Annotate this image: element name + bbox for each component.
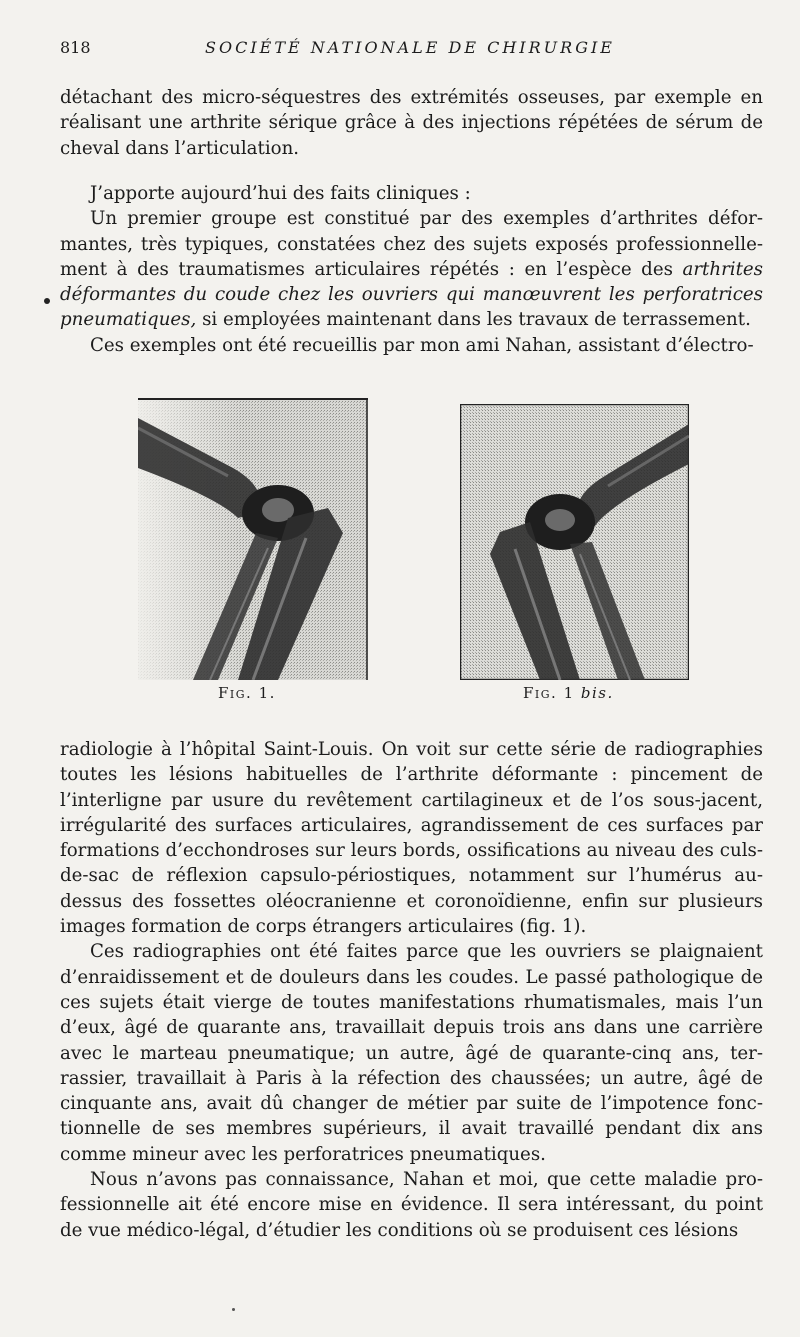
paragraph-text: Un premier groupe est constitué par des exemples d’arthrites déformantes, très typiques, constatées chez des sujets exposés professionnellement à des traumatismes articulaires répétés : en l’espèce des [60, 208, 763, 280]
paragraph: détachant des micro-séquestres des extrémités osseuses, par exemple en réalisant une arthrite sérique grâce à des injections répétées de sérum de cheval dans l’articulation. [60, 87, 763, 159]
figure-1-radiograph [138, 398, 368, 680]
emphasized-text: arthrites déformantes du coude chez les ouvriers qui manœuvrent les perforatrices pneumatiques, [60, 258, 763, 331]
figure-1-bis-caption [523, 684, 614, 702]
running-title: SOCIÉTÉ NATIONALE DE CHIRURGIE [205, 38, 615, 57]
text-block-top [60, 85, 763, 161]
figure-1-bis-radiograph [460, 404, 689, 680]
radiograph-elbow-icon [460, 404, 689, 680]
paragraph-text: si employées maintenant dans les travaux de terrassement. [196, 309, 751, 331]
print-speck [232, 1308, 235, 1311]
paragraph: radiologie à l’hôpital Saint-Louis. On voit sur cette série de radiographies toutes les lésions habituelles de l’arthrite déformante : pincement de l’interligne par usure du revêtement cartilagineux et de l’os sous-jacent, irrégularité des surfaces articulaires, agrandissement de ces surfaces par formations d’ecchondroses sur leurs bords, ossifications au niveau des culs-de-sac de réflexion capsulo-périostiques, notamment sur l’humérus au-dessus des fossettes oléocranienne et coronoïdienne, enfin sur plusieurs images formation de corps étrangers articulaires (fig. 1). [60, 739, 763, 938]
radiograph-elbow-icon [138, 398, 368, 680]
paragraph: Nous n’avons pas connaissance, Nahan et moi, que cette maladie professionnelle ait été encore mise en évidence. Il sera intéressant, du point de vue médico-légal, d’étudier les conditions où se produisent ces lésions [60, 1169, 763, 1241]
paragraph [60, 206, 763, 332]
caption-suffix: bis. [580, 684, 614, 702]
page-number: 818 [60, 38, 91, 57]
paragraph: Ces radiographies ont été faites parce que les ouvriers se plaignaient d’enraidissement et de douleurs dans les coudes. Le passé pathologique de ces sujets était vierge de toutes manifestations rhumatismales, mais l’un d’eux, âgé de quarante ans, travaillait depuis trois ans dans une carrière avec le marteau pneumatique; un autre, âgé de quarante-cinq ans, terrassier, travaillait à Paris à la réfection des chaussées; un autre, âgé de cinquante ans, avait dû changer de métier par suite de l’impotence fonctionnelle de ses membres supérieurs, il avait travaillé pendant dix ans comme mineur avec les perforatrices pneumatiques. [60, 941, 763, 1165]
text-block-bottom [60, 737, 763, 1243]
figure-1-caption: Fig. 1. [218, 684, 276, 702]
page-header [60, 38, 760, 64]
paragraph: Ces exemples ont été recueillis par mon ami Nahan, assistant d’électro- [90, 334, 754, 356]
text-block-middle [60, 181, 763, 358]
caption-label: Fig. 1 [523, 684, 575, 702]
paragraph: J’apporte aujourd’hui des faits cliniques : [90, 183, 471, 204]
margin-bullet-mark [44, 298, 50, 304]
